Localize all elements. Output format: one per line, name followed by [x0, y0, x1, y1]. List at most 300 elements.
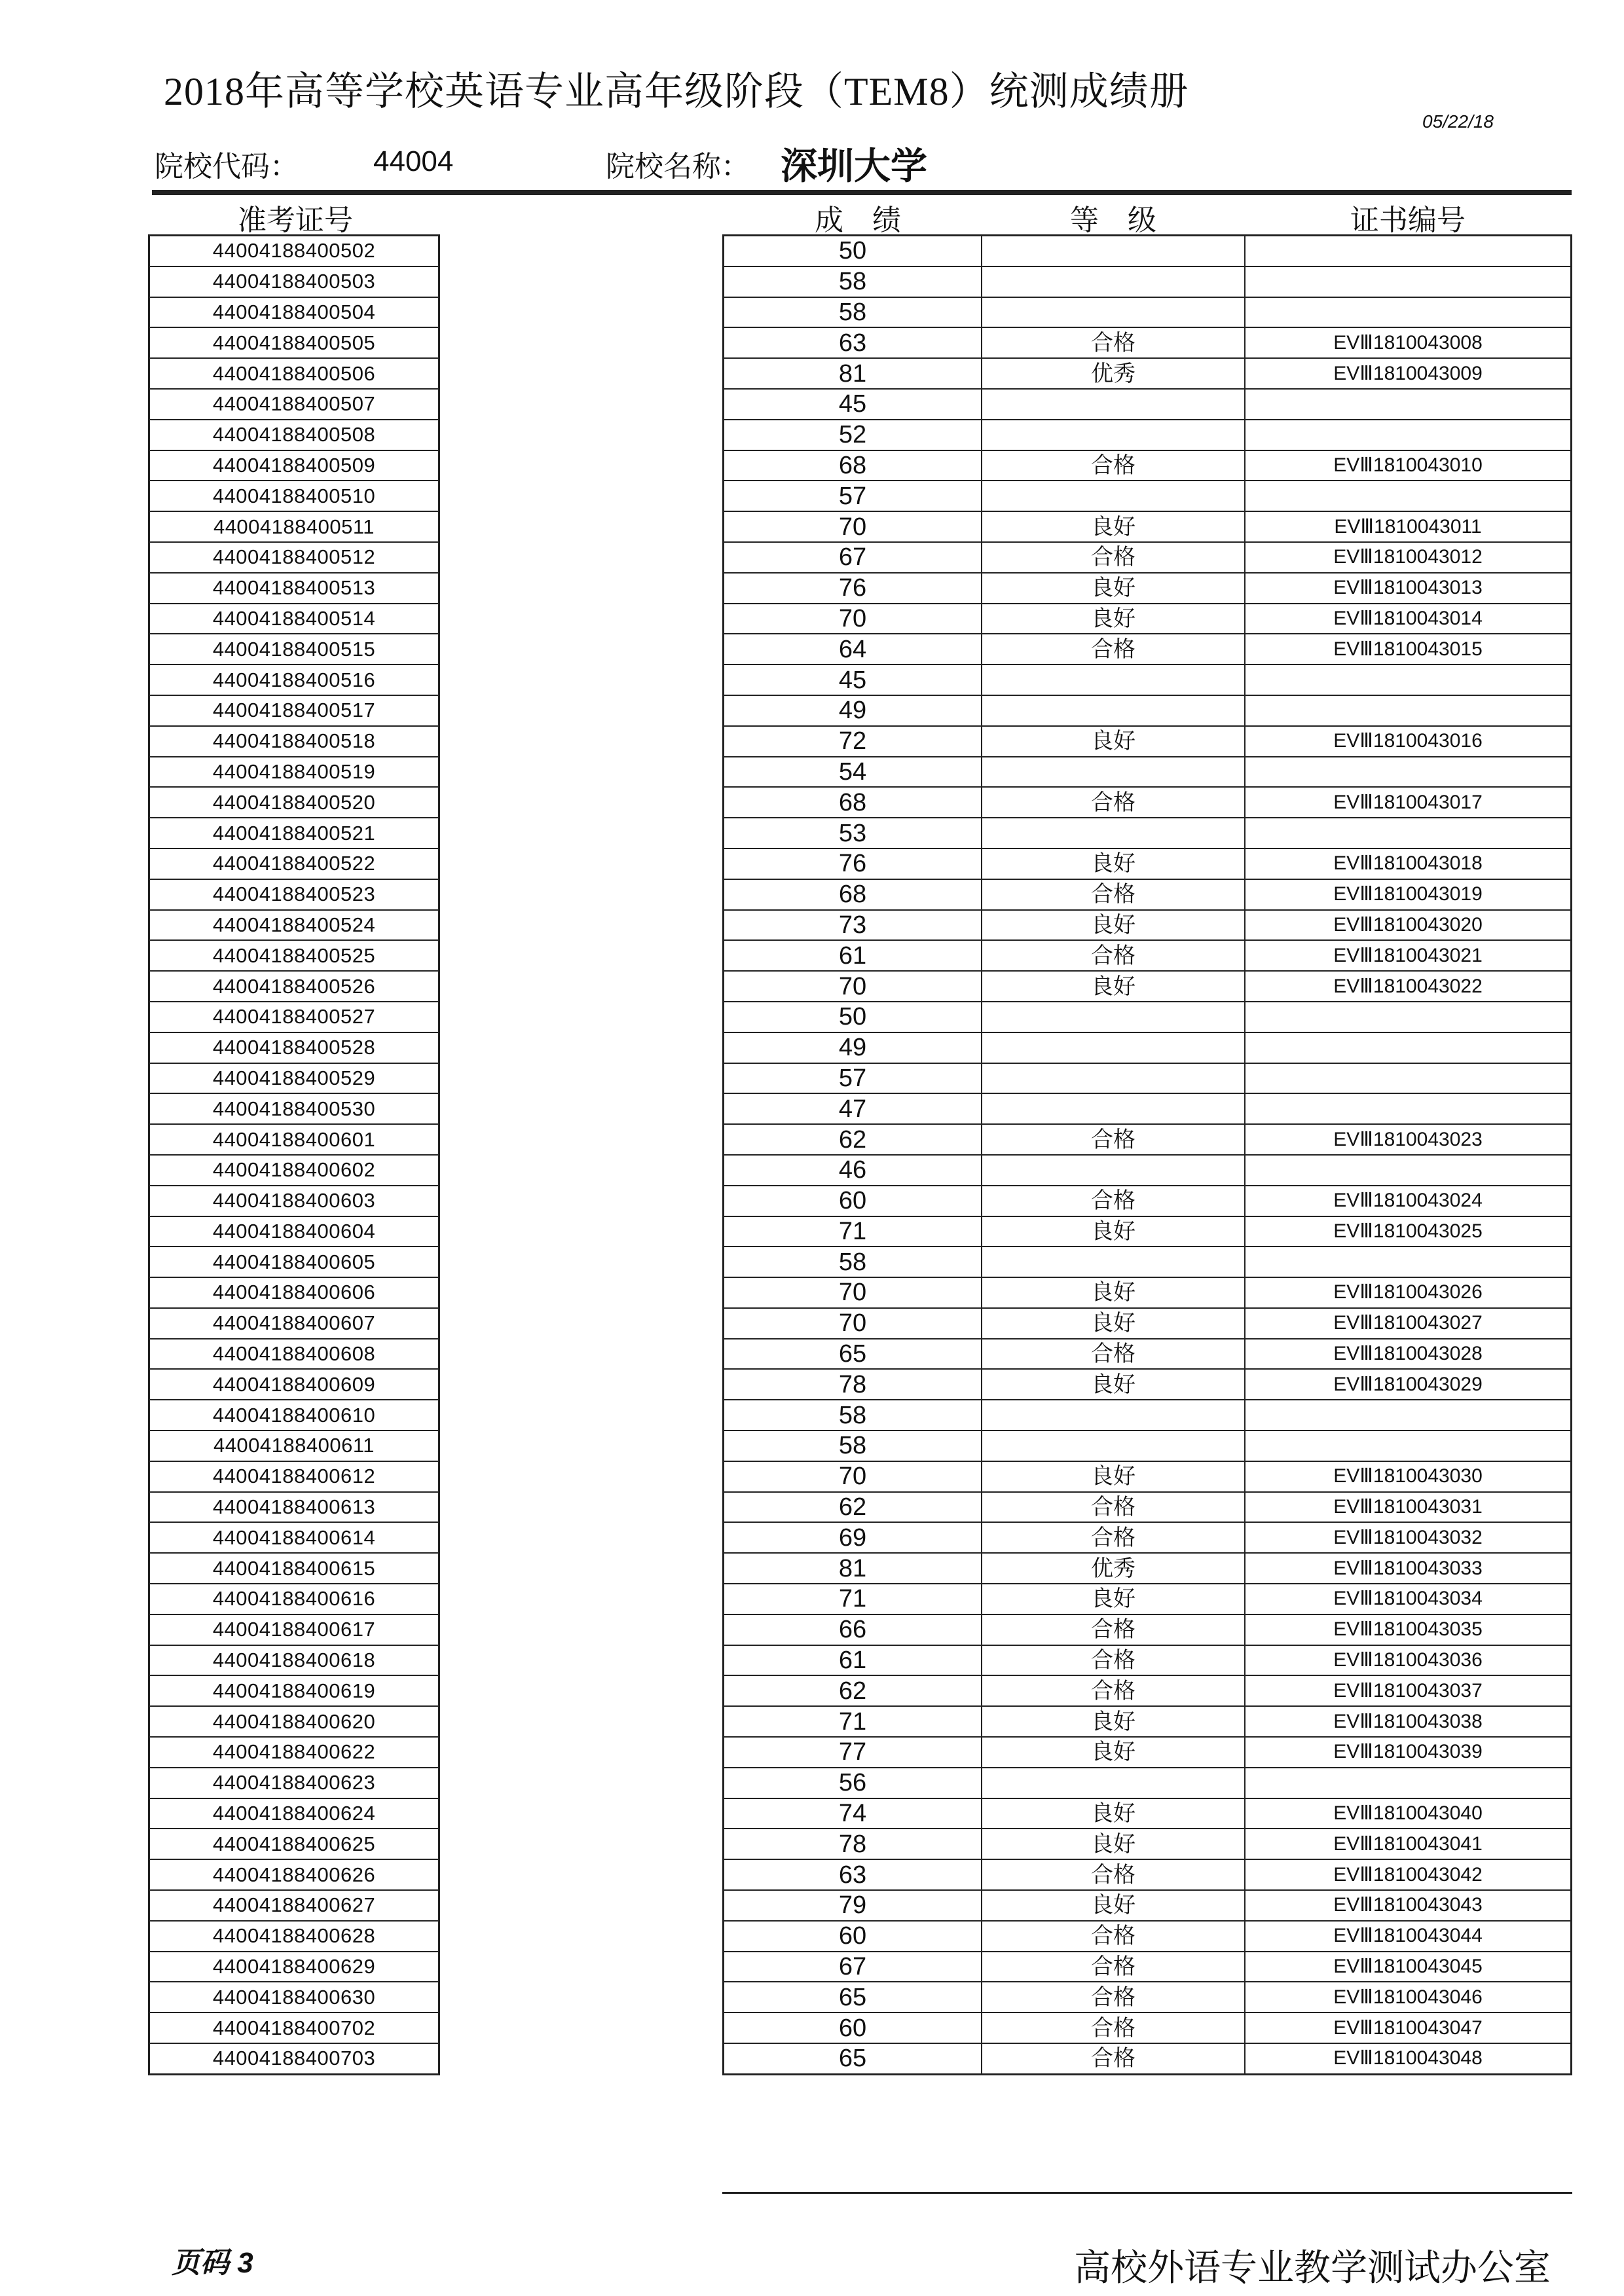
score-cell: 49 — [724, 1032, 982, 1063]
ticket-number-table — [148, 234, 440, 2075]
ticket-number-cell: 44004188400622 — [149, 1737, 439, 1768]
ticket-row — [149, 266, 439, 297]
score-row — [724, 327, 1572, 358]
ticket-row — [149, 1461, 439, 1492]
ticket-row — [149, 665, 439, 695]
grade-cell: 合格 — [982, 1492, 1245, 1523]
ticket-number-cell: 44004188400530 — [149, 1093, 439, 1124]
ticket-number-cell: 44004188400608 — [149, 1339, 439, 1370]
certificate-number-cell: EVⅢ1810043018 — [1245, 848, 1572, 879]
certificate-number-cell — [1245, 818, 1572, 848]
certificate-number-cell: EVⅢ1810043039 — [1245, 1737, 1572, 1768]
score-row — [724, 1584, 1572, 1614]
score-row — [724, 665, 1572, 695]
certificate-number-cell: EVⅢ1810043045 — [1245, 1952, 1572, 1982]
ticket-row — [149, 1032, 439, 1063]
grade-cell: 合格 — [982, 2043, 1245, 2074]
grade-cell — [982, 236, 1245, 266]
score-cell: 57 — [724, 481, 982, 511]
score-row — [724, 1768, 1572, 1798]
score-row — [724, 757, 1572, 788]
score-cell: 45 — [724, 389, 982, 420]
ticket-row — [149, 1982, 439, 2013]
score-row — [724, 573, 1572, 604]
grade-cell: 合格 — [982, 1859, 1245, 1890]
ticket-number-cell: 44004188400702 — [149, 2013, 439, 2043]
ticket-number-cell: 44004188400612 — [149, 1461, 439, 1492]
score-row — [724, 818, 1572, 848]
ticket-row — [149, 1553, 439, 1584]
score-cell: 52 — [724, 420, 982, 450]
certificate-number-cell: EVⅢ1810043024 — [1245, 1186, 1572, 1216]
grade-cell: 合格 — [982, 1614, 1245, 1645]
score-cell: 58 — [724, 266, 982, 297]
score-cell: 66 — [724, 1614, 982, 1645]
grade-cell: 良好 — [982, 1277, 1245, 1308]
score-row — [724, 1430, 1572, 1461]
certificate-number-cell: EVⅢ1810043028 — [1245, 1339, 1572, 1370]
score-row — [724, 726, 1572, 757]
score-cell: 64 — [724, 634, 982, 665]
certificate-number-cell: EVⅢ1810043035 — [1245, 1614, 1572, 1645]
certificate-number-cell: EVⅢ1810043029 — [1245, 1369, 1572, 1400]
ticket-row — [149, 1216, 439, 1247]
ticket-row — [149, 1369, 439, 1400]
certificate-number-cell: EVⅢ1810043040 — [1245, 1798, 1572, 1829]
certificate-number-cell: EVⅢ1810043021 — [1245, 940, 1572, 971]
grade-cell: 良好 — [982, 726, 1245, 757]
score-cell: 58 — [724, 1247, 982, 1277]
ticket-number-cell: 44004188400525 — [149, 940, 439, 971]
ticket-row — [149, 1829, 439, 1859]
ticket-row — [149, 1002, 439, 1032]
ticket-number-cell: 44004188400513 — [149, 573, 439, 604]
score-cell: 72 — [724, 726, 982, 757]
score-cell: 70 — [724, 1308, 982, 1339]
score-cell: 70 — [724, 511, 982, 542]
certificate-number-cell — [1245, 1032, 1572, 1063]
certificate-number-cell: EVⅢ1810043031 — [1245, 1492, 1572, 1523]
ticket-number-cell: 44004188400502 — [149, 236, 439, 266]
certificate-number-cell: EVⅢ1810043016 — [1245, 726, 1572, 757]
grade-cell: 合格 — [982, 327, 1245, 358]
certificate-number-cell — [1245, 481, 1572, 511]
score-row — [724, 2013, 1572, 2043]
ticket-number-cell: 44004188400624 — [149, 1798, 439, 1829]
ticket-number-cell: 44004188400603 — [149, 1186, 439, 1216]
score-cell: 50 — [724, 236, 982, 266]
score-row — [724, 358, 1572, 389]
score-cell: 78 — [724, 1829, 982, 1859]
grade-cell: 良好 — [982, 848, 1245, 879]
grade-cell: 良好 — [982, 1461, 1245, 1492]
grade-cell — [982, 1247, 1245, 1277]
score-cell: 67 — [724, 542, 982, 573]
grade-cell — [982, 1768, 1245, 1798]
ticket-row — [149, 1522, 439, 1553]
ticket-number-cell: 44004188400626 — [149, 1859, 439, 1890]
score-cell: 81 — [724, 358, 982, 389]
ticket-row — [149, 1093, 439, 1124]
ticket-row — [149, 1400, 439, 1430]
score-row — [724, 542, 1572, 573]
ticket-row — [149, 1247, 439, 1277]
ticket-number-cell: 44004188400509 — [149, 450, 439, 481]
ticket-number-cell: 44004188400615 — [149, 1553, 439, 1584]
ticket-row — [149, 450, 439, 481]
ticket-number-cell: 44004188400528 — [149, 1032, 439, 1063]
score-row — [724, 1890, 1572, 1921]
ticket-number-cell: 44004188400606 — [149, 1277, 439, 1308]
ticket-number-cell: 44004188400515 — [149, 634, 439, 665]
certificate-number-cell: EVⅢ1810043017 — [1245, 787, 1572, 818]
ticket-row — [149, 848, 439, 879]
score-row — [724, 787, 1572, 818]
grade-cell: 良好 — [982, 573, 1245, 604]
grade-cell — [982, 481, 1245, 511]
ticket-row — [149, 1645, 439, 1676]
grade-cell: 良好 — [982, 971, 1245, 1002]
score-cell: 70 — [724, 1461, 982, 1492]
certificate-number-cell: EVⅢ1810043034 — [1245, 1584, 1572, 1614]
ticket-number-cell: 44004188400524 — [149, 910, 439, 941]
grade-cell: 合格 — [982, 879, 1245, 910]
certificate-number-cell: EVⅢ1810043036 — [1245, 1645, 1572, 1676]
score-row — [724, 1400, 1572, 1430]
score-row — [724, 1859, 1572, 1890]
score-cell: 56 — [724, 1768, 982, 1798]
certificate-number-cell — [1245, 389, 1572, 420]
score-cell: 65 — [724, 1339, 982, 1370]
score-row — [724, 1553, 1572, 1584]
certificate-number-cell — [1245, 1768, 1572, 1798]
score-row — [724, 848, 1572, 879]
ticket-row — [149, 1737, 439, 1768]
grade-cell: 合格 — [982, 1952, 1245, 1982]
score-cell: 68 — [724, 879, 982, 910]
certificate-number-cell: EVⅢ1810043011 — [1245, 511, 1572, 542]
ticket-row — [149, 1277, 439, 1308]
ticket-row — [149, 604, 439, 634]
score-row — [724, 971, 1572, 1002]
score-row — [724, 1216, 1572, 1247]
score-row — [724, 1032, 1572, 1063]
column-header-ticket: 准考证号 — [238, 204, 353, 236]
score-table — [722, 234, 1572, 2075]
certificate-number-cell: EVⅢ1810043019 — [1245, 879, 1572, 910]
ticket-row — [149, 1921, 439, 1952]
ticket-number-cell: 44004188400601 — [149, 1124, 439, 1155]
score-cell: 50 — [724, 1002, 982, 1032]
ticket-row — [149, 1186, 439, 1216]
ticket-number-cell: 44004188400618 — [149, 1645, 439, 1676]
grade-cell: 良好 — [982, 1890, 1245, 1921]
grade-cell: 良好 — [982, 1216, 1245, 1247]
grade-cell: 良好 — [982, 1829, 1245, 1859]
ticket-number-cell: 44004188400512 — [149, 542, 439, 573]
score-cell: 73 — [724, 910, 982, 941]
grade-cell: 良好 — [982, 511, 1245, 542]
column-header-grade: 等 级 — [1070, 204, 1156, 236]
score-cell: 47 — [724, 1093, 982, 1124]
score-cell: 58 — [724, 297, 982, 328]
score-row — [724, 1339, 1572, 1370]
score-cell: 45 — [724, 665, 982, 695]
ticket-row — [149, 420, 439, 450]
score-row — [724, 634, 1572, 665]
grade-cell: 合格 — [982, 1124, 1245, 1155]
score-cell: 79 — [724, 1890, 982, 1921]
ticket-row — [149, 695, 439, 726]
certificate-number-cell: EVⅢ1810043032 — [1245, 1522, 1572, 1553]
grade-cell — [982, 757, 1245, 788]
certificate-number-cell: EVⅢ1810043038 — [1245, 1706, 1572, 1737]
table-bottom-rule — [722, 2192, 1572, 2194]
ticket-number-cell: 44004188400526 — [149, 971, 439, 1002]
ticket-number-cell: 44004188400529 — [149, 1063, 439, 1094]
ticket-row — [149, 757, 439, 788]
ticket-row — [149, 542, 439, 573]
certificate-number-cell: EVⅢ1810043041 — [1245, 1829, 1572, 1859]
header-rule — [152, 190, 1572, 195]
score-cell: 62 — [724, 1124, 982, 1155]
ticket-number-cell: 44004188400505 — [149, 327, 439, 358]
ticket-row — [149, 573, 439, 604]
ticket-number-cell: 44004188400516 — [149, 665, 439, 695]
certificate-number-cell: EVⅢ1810043046 — [1245, 1982, 1572, 2013]
grade-cell: 良好 — [982, 1798, 1245, 1829]
ticket-number-cell: 44004188400610 — [149, 1400, 439, 1430]
score-cell: 68 — [724, 450, 982, 481]
score-cell: 62 — [724, 1675, 982, 1706]
school-name: 深圳大学 — [781, 145, 927, 188]
ticket-row — [149, 971, 439, 1002]
score-cell: 54 — [724, 757, 982, 788]
ticket-row — [149, 389, 439, 420]
score-cell: 78 — [724, 1369, 982, 1400]
certificate-number-cell — [1245, 695, 1572, 726]
score-row — [724, 1002, 1572, 1032]
ticket-row — [149, 1614, 439, 1645]
ticket-number-cell: 44004188400602 — [149, 1155, 439, 1186]
score-row — [724, 1522, 1572, 1553]
ticket-number-cell: 44004188400520 — [149, 787, 439, 818]
score-row — [724, 910, 1572, 941]
score-row — [724, 1921, 1572, 1952]
grade-cell — [982, 665, 1245, 695]
ticket-row — [149, 2013, 439, 2043]
ticket-row — [149, 1430, 439, 1461]
ticket-number-cell: 44004188400507 — [149, 389, 439, 420]
column-header-score: 成 绩 — [815, 204, 901, 236]
grade-cell: 良好 — [982, 1737, 1245, 1768]
ticket-number-cell: 44004188400521 — [149, 818, 439, 848]
grade-cell: 良好 — [982, 604, 1245, 634]
grade-cell: 优秀 — [982, 1553, 1245, 1584]
score-cell: 60 — [724, 1186, 982, 1216]
score-row — [724, 1277, 1572, 1308]
score-row — [724, 1093, 1572, 1124]
ticket-number-cell: 44004188400518 — [149, 726, 439, 757]
certificate-number-cell: EVⅢ1810043043 — [1245, 1890, 1572, 1921]
grade-cell — [982, 1063, 1245, 1094]
grade-cell — [982, 420, 1245, 450]
score-cell: 60 — [724, 1921, 982, 1952]
ticket-number-cell: 44004188400611 — [149, 1430, 439, 1461]
ticket-row — [149, 1492, 439, 1523]
ticket-row — [149, 1952, 439, 1982]
score-row — [724, 1155, 1572, 1186]
ticket-number-cell: 44004188400628 — [149, 1921, 439, 1952]
grade-cell — [982, 1430, 1245, 1461]
grade-cell: 合格 — [982, 1522, 1245, 1553]
score-row — [724, 2043, 1572, 2074]
grade-cell: 合格 — [982, 634, 1245, 665]
certificate-number-cell — [1245, 266, 1572, 297]
ticket-row — [149, 2043, 439, 2074]
score-row — [724, 1247, 1572, 1277]
certificate-number-cell — [1245, 297, 1572, 328]
score-cell: 58 — [724, 1430, 982, 1461]
certificate-number-cell: EVⅢ1810043020 — [1245, 910, 1572, 941]
score-row — [724, 1675, 1572, 1706]
ticket-row — [149, 910, 439, 941]
ticket-number-cell: 44004188400517 — [149, 695, 439, 726]
certificate-number-cell: EVⅢ1810043044 — [1245, 1921, 1572, 1952]
ticket-row — [149, 879, 439, 910]
score-row — [724, 1952, 1572, 1982]
ticket-row — [149, 1584, 439, 1614]
score-cell: 63 — [724, 327, 982, 358]
ticket-row — [149, 1308, 439, 1339]
certificate-number-cell: EVⅢ1810043030 — [1245, 1461, 1572, 1492]
score-row — [724, 1063, 1572, 1094]
score-row — [724, 266, 1572, 297]
score-row — [724, 1124, 1572, 1155]
ticket-row — [149, 1155, 439, 1186]
grade-cell: 合格 — [982, 787, 1245, 818]
score-cell: 63 — [724, 1859, 982, 1890]
certificate-number-cell — [1245, 1400, 1572, 1430]
score-row — [724, 1492, 1572, 1523]
certificate-number-cell: EVⅢ1810043048 — [1245, 2043, 1572, 2074]
score-cell: 61 — [724, 940, 982, 971]
certificate-number-cell: EVⅢ1810043047 — [1245, 2013, 1572, 2043]
certificate-number-cell — [1245, 1002, 1572, 1032]
score-cell: 57 — [724, 1063, 982, 1094]
grade-cell — [982, 1002, 1245, 1032]
score-cell: 61 — [724, 1645, 982, 1676]
score-row — [724, 1706, 1572, 1737]
score-cell: 70 — [724, 971, 982, 1002]
score-cell: 46 — [724, 1155, 982, 1186]
score-cell: 49 — [724, 695, 982, 726]
ticket-number-cell: 44004188400619 — [149, 1675, 439, 1706]
score-row — [724, 1798, 1572, 1829]
score-cell: 70 — [724, 1277, 982, 1308]
score-cell: 76 — [724, 573, 982, 604]
score-cell: 71 — [724, 1216, 982, 1247]
certificate-number-cell — [1245, 1247, 1572, 1277]
ticket-number-cell: 44004188400510 — [149, 481, 439, 511]
grade-cell — [982, 1032, 1245, 1063]
ticket-row — [149, 1890, 439, 1921]
grade-cell: 良好 — [982, 910, 1245, 941]
score-cell: 58 — [724, 1400, 982, 1430]
ticket-row — [149, 787, 439, 818]
ticket-row — [149, 940, 439, 971]
certificate-number-cell — [1245, 420, 1572, 450]
score-row — [724, 1461, 1572, 1492]
certificate-number-cell: EVⅢ1810043033 — [1245, 1553, 1572, 1584]
ticket-number-cell: 44004188400605 — [149, 1247, 439, 1277]
grade-cell: 合格 — [982, 1921, 1245, 1952]
certificate-number-cell — [1245, 1063, 1572, 1094]
ticket-row — [149, 1339, 439, 1370]
ticket-row — [149, 1768, 439, 1798]
ticket-number-cell: 44004188400511 — [149, 511, 439, 542]
certificate-number-cell: EVⅢ1810043023 — [1245, 1124, 1572, 1155]
score-row — [724, 1645, 1572, 1676]
score-cell: 65 — [724, 2043, 982, 2074]
score-row — [724, 236, 1572, 266]
grade-cell: 良好 — [982, 1369, 1245, 1400]
ticket-number-cell: 44004188400629 — [149, 1952, 439, 1982]
grade-cell — [982, 1400, 1245, 1430]
ticket-number-cell: 44004188400604 — [149, 1216, 439, 1247]
score-cell: 53 — [724, 818, 982, 848]
ticket-number-cell: 44004188400519 — [149, 757, 439, 788]
certificate-number-cell — [1245, 757, 1572, 788]
ticket-row — [149, 297, 439, 328]
grade-cell: 合格 — [982, 1982, 1245, 2013]
ticket-number-cell: 44004188400630 — [149, 1982, 439, 2013]
score-cell: 81 — [724, 1553, 982, 1584]
score-cell: 77 — [724, 1737, 982, 1768]
certificate-number-cell: EVⅢ1810043025 — [1245, 1216, 1572, 1247]
score-cell: 65 — [724, 1982, 982, 2013]
score-row — [724, 1737, 1572, 1768]
grade-cell: 合格 — [982, 1339, 1245, 1370]
score-cell: 70 — [724, 604, 982, 634]
grade-cell — [982, 389, 1245, 420]
grade-cell: 良好 — [982, 1308, 1245, 1339]
score-cell: 71 — [724, 1706, 982, 1737]
grade-cell: 合格 — [982, 1186, 1245, 1216]
ticket-number-cell: 44004188400522 — [149, 848, 439, 879]
grade-cell — [982, 1155, 1245, 1186]
certificate-number-cell — [1245, 665, 1572, 695]
ticket-row — [149, 358, 439, 389]
ticket-row — [149, 327, 439, 358]
ticket-row — [149, 634, 439, 665]
score-row — [724, 940, 1572, 971]
score-cell: 60 — [724, 2013, 982, 2043]
grade-cell — [982, 266, 1245, 297]
ticket-row — [149, 1706, 439, 1737]
ticket-row — [149, 818, 439, 848]
grade-cell — [982, 818, 1245, 848]
score-row — [724, 1186, 1572, 1216]
certificate-number-cell: EVⅢ1810043015 — [1245, 634, 1572, 665]
ticket-row — [149, 511, 439, 542]
ticket-number-cell: 44004188400616 — [149, 1584, 439, 1614]
score-row — [724, 1829, 1572, 1859]
school-name-label: 院校名称： — [606, 151, 750, 183]
ticket-number-cell: 44004188400623 — [149, 1768, 439, 1798]
score-cell: 71 — [724, 1584, 982, 1614]
certificate-number-cell: EVⅢ1810043027 — [1245, 1308, 1572, 1339]
